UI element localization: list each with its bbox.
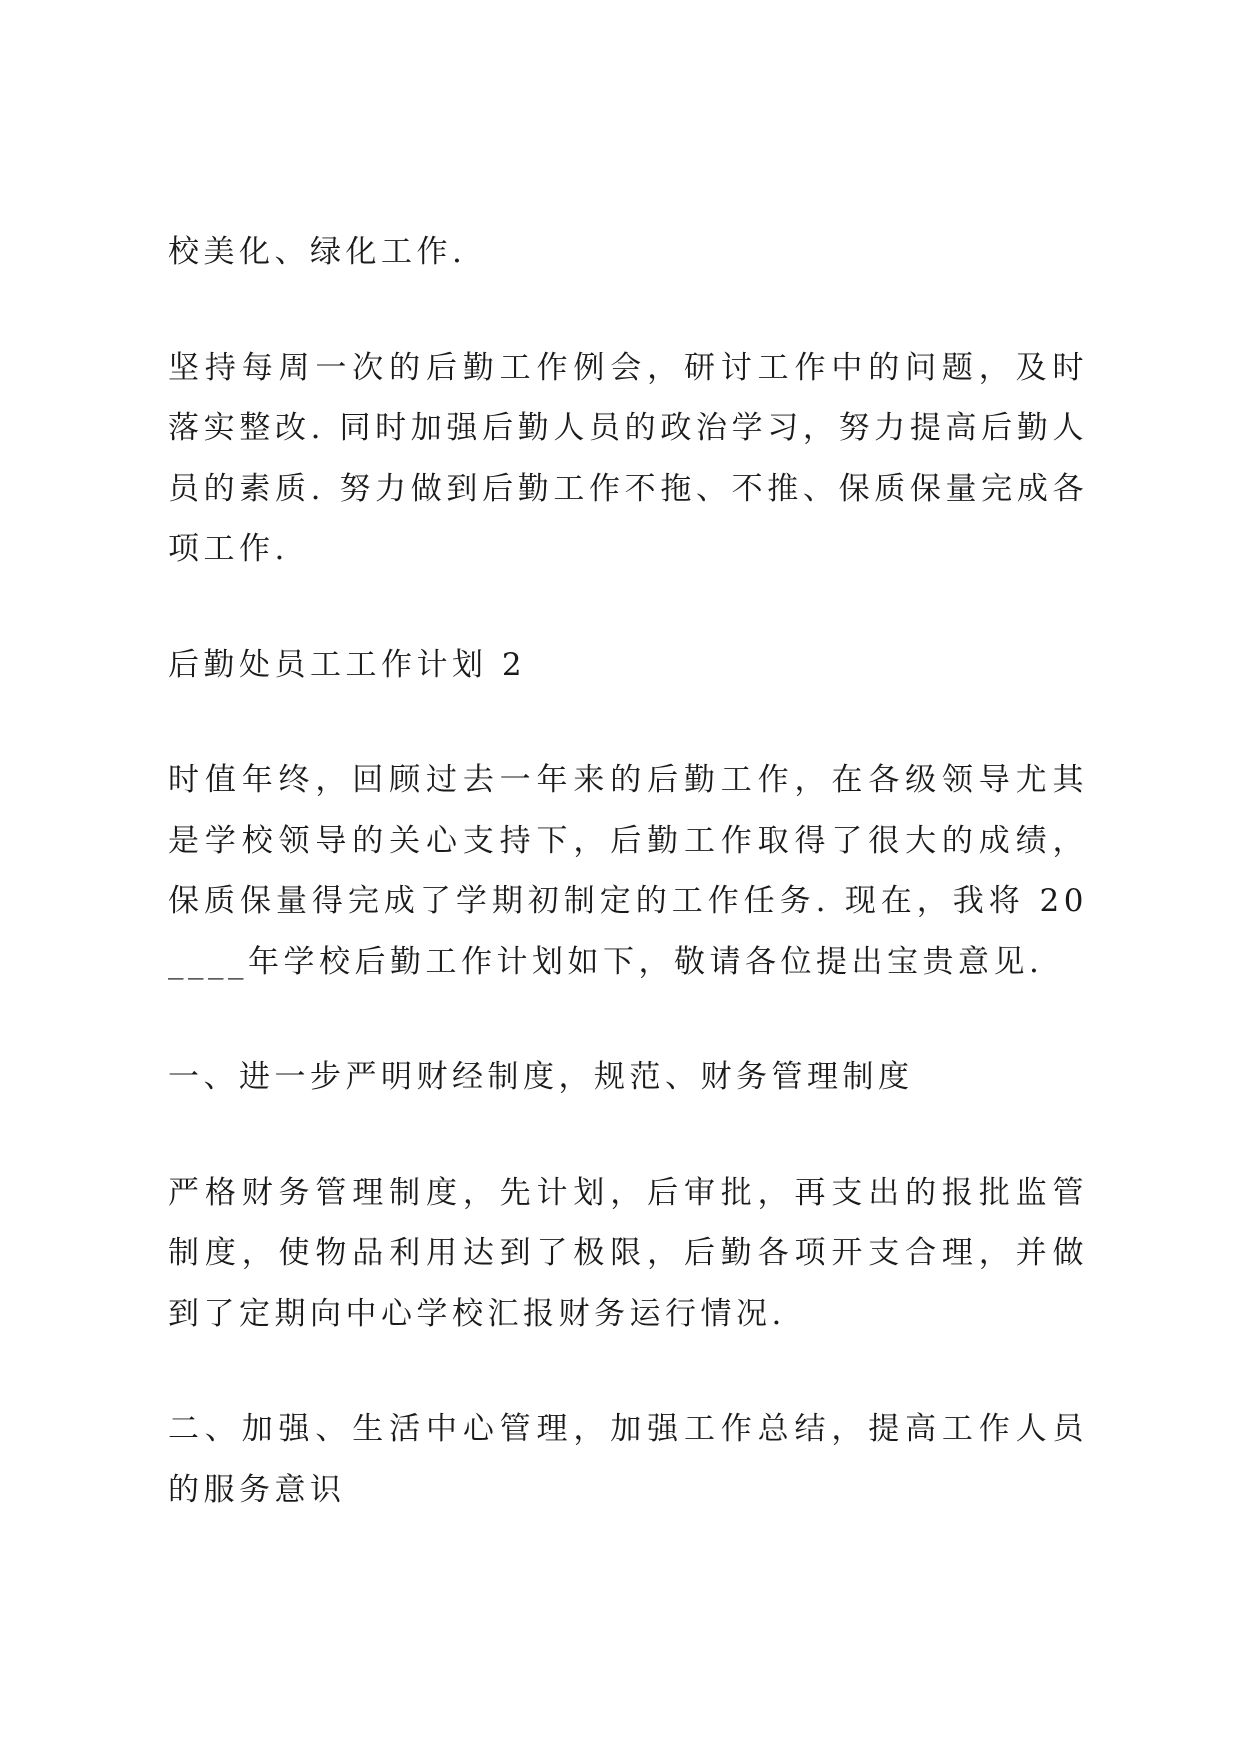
paragraph-year-review: 时值年终，回顾过去一年来的后勤工作，在各级领导尤其是学校领导的关心支持下，后勤工作取得了很大的成绩，保质保量得完成了学期初制定的工作任务. 现在，我将 20____年学校后勤工作计划如下，敬请各位提出宝贵意见. (168, 762, 1088, 980)
section-title: 后勤处员工工作计划 2 (168, 646, 527, 683)
heading-section-one: 一、进一步严明财经制度，规范、财务管理制度 (168, 1059, 914, 1095)
document-body (168, 222, 1088, 1575)
paragraph-continuation: 校美化、绿化工作. (168, 234, 467, 270)
paragraph-weekly-meeting: 坚持每周一次的后勤工作例会，研讨工作中的问题，及时落实整改. 同时加强后勤人员的政治学习，努力提高后勤人员的素质. 努力做到后勤工作不拖、不推、保质保量完成各项工作. (168, 349, 1088, 567)
paragraph-finance-management: 严格财务管理制度，先计划，后审批，再支出的报批监管制度，使物品利用达到了极限，后勤各项开支合理，并做到了定期向中心学校汇报财务运行情况. (168, 1174, 1088, 1332)
heading-section-two: 二、加强、生活中心管理，加强工作总结，提高工作人员的服务意识 (168, 1411, 1088, 1508)
